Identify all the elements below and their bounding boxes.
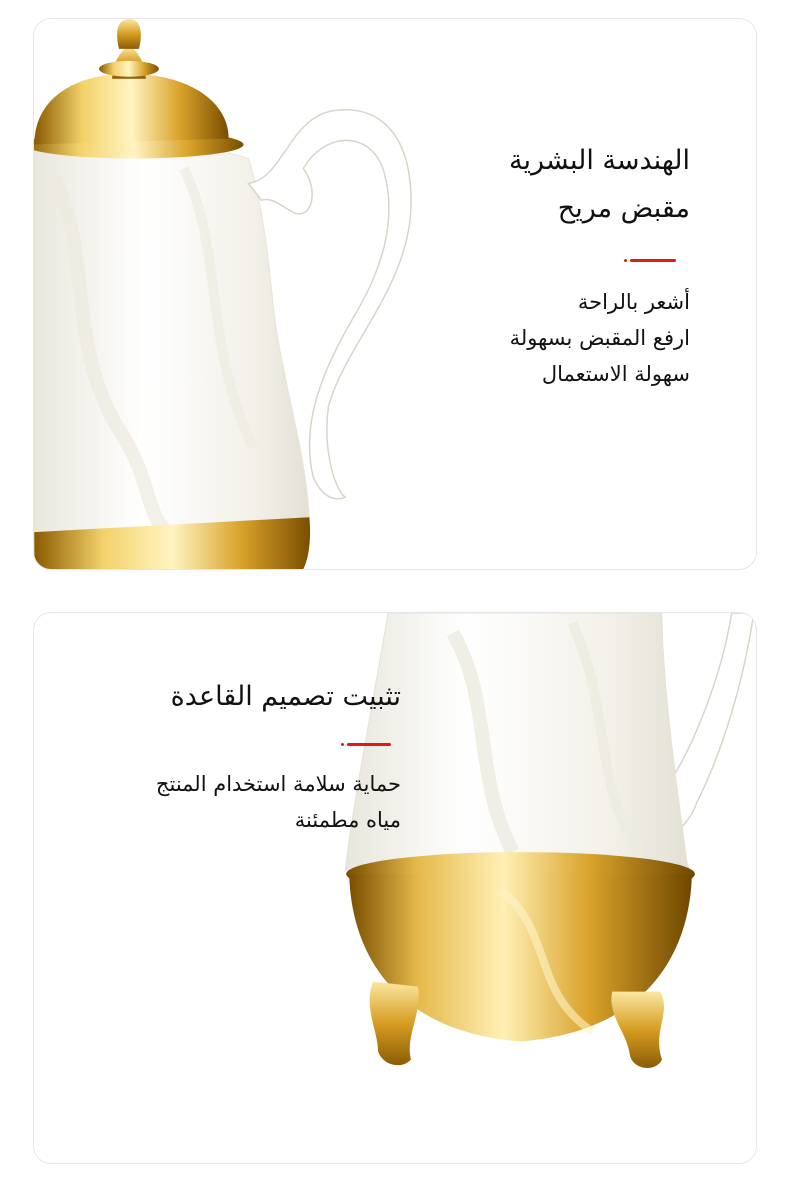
handle-feature-text (310, 137, 690, 392)
accent-divider (347, 743, 391, 746)
base-feature-card (33, 612, 757, 1164)
handle-feature-card (33, 18, 757, 570)
feature-line: ارفع المقبض بسهولة (509, 326, 690, 350)
accent-divider (630, 259, 676, 262)
feature-line: أشعر بالراحة (577, 290, 690, 314)
base-feature-text (41, 673, 401, 838)
feature-line: حماية سلامة استخدام المنتج (155, 772, 401, 796)
feature-heading: الهندسة البشرية (508, 145, 690, 176)
feature-heading: تثبيت تصميم القاعدة (170, 681, 401, 712)
feature-line: سهولة الاستعمال (541, 362, 690, 386)
feature-subheading: مقبض مريح (557, 193, 690, 224)
feature-line: مياه مطمئنة (294, 808, 401, 832)
